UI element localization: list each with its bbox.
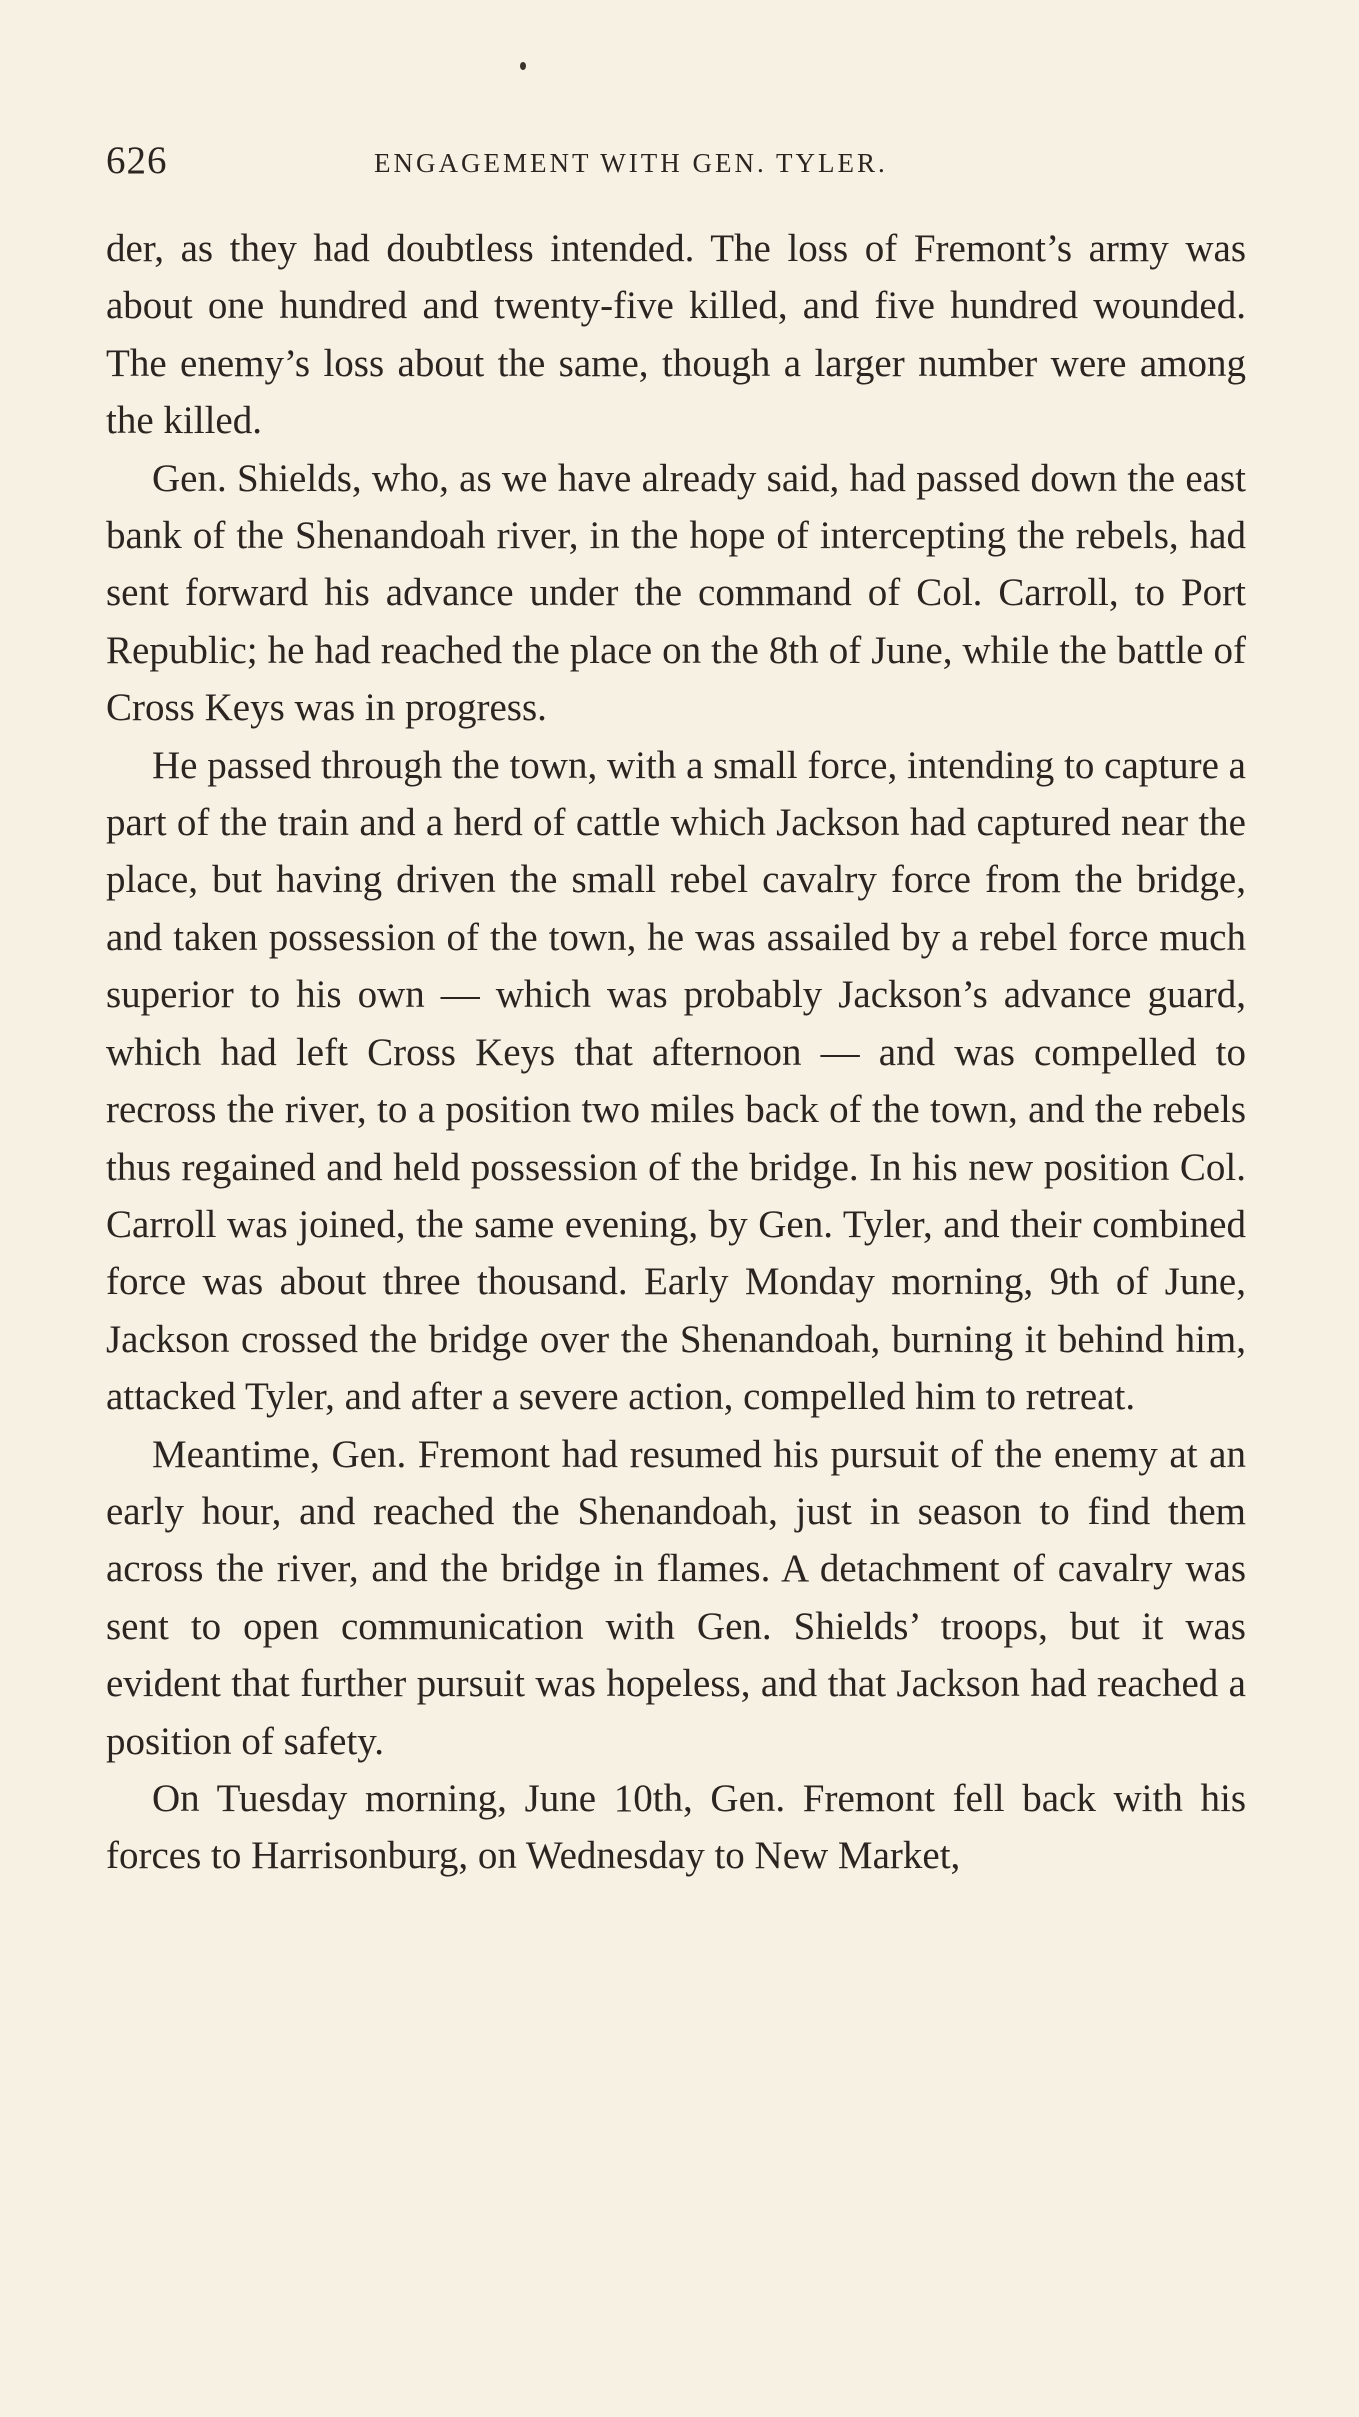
running-head: ENGAGEMENT WITH GEN. TYLER. [374, 148, 888, 178]
paragraph: Meantime, Gen. Fremont had resumed his pursuit of the enemy at an early hour, and reached the Shenandoah, just in season to find them across the river, and the bridge in flames. A detachment of cavalry was sent to open communication with Gen. Shields’ troops, but it was evident that further pursuit was hopeless, and that Jackson had reached a position of safety. [106, 1432, 1246, 1763]
paragraph: On Tuesday morning, June 10th, Gen. Fremont fell back with his forces to Harrisonburg, on Wednesday to New Market, [106, 1776, 1246, 1878]
body-text [106, 220, 1246, 1885]
page-header [106, 138, 1246, 188]
paragraph: He passed through the town, with a small force, intending to capture a part of the train and a herd of cattle which Jackson had captured near the place, but having driven the small rebel cavalry force from the bridge, and taken possession of the town, he was assailed by a rebel force much superior to his own — which was probably Jackson’s advance guard, which had left Cross Keys that afternoon — and was compelled to recross the river, to a position two miles back of the town, and the rebels thus regained and held possession of the bridge. In his new position Col. Carroll was joined, the same evening, by Gen. Tyler, and their combined force was about three thousand. Early Monday morning, 9th of June, Jackson crossed the bridge over the Shenandoah, burning it behind him, attacked Tyler, and after a severe action, compelled him to retreat. [106, 743, 1246, 1419]
ink-speck [520, 62, 526, 70]
paragraph: der, as they had doubtless intended. The loss of Fremont’s army was about one hundred and twenty-five killed, and five hundred wounded. The enemy’s loss about the same, though a larger number were among the killed. [106, 227, 1246, 443]
page-number: 626 [106, 139, 168, 182]
paragraph: Gen. Shields, who, as we have already said, had passed down the east bank of the Shenandoah river, in the hope of intercepting the rebels, had sent forward his advance under the command of Col. Carroll, to Port Republic; he had reached the place on the 8th of June, while the battle of Cross Keys was in progress. [106, 456, 1246, 730]
